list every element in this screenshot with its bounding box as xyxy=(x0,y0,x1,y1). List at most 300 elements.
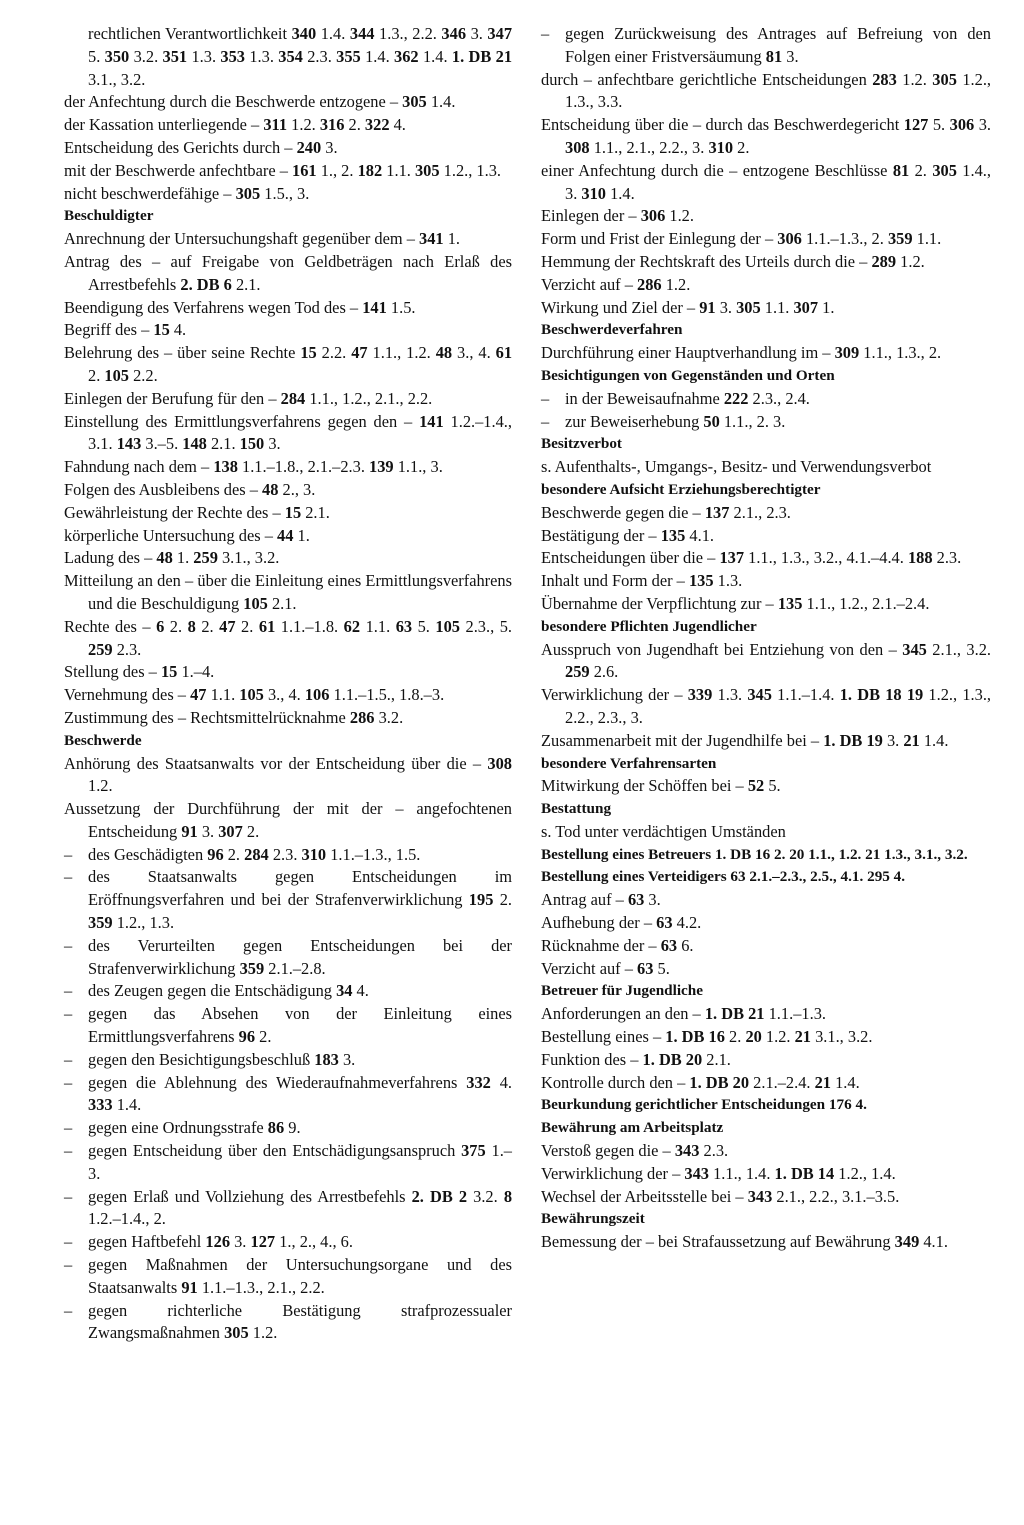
entry-text: 3. xyxy=(715,297,737,317)
dash-marker: – xyxy=(64,1004,73,1024)
entry-text: 2.6. xyxy=(589,662,619,682)
entry-text: 1.3. xyxy=(244,46,279,66)
entry-text: 3. xyxy=(197,821,219,841)
index-heading xyxy=(541,980,991,1003)
page-ref: 52 xyxy=(747,776,765,796)
entry-text: 1.1., 1.2., 2.1., 2.2. xyxy=(305,388,433,408)
page-ref: 91 xyxy=(181,821,198,841)
page-ref: 307 xyxy=(218,821,243,841)
entry-text: 2.2. xyxy=(316,343,352,363)
entry-text: 3. xyxy=(321,137,338,157)
index-entry xyxy=(541,23,991,69)
page-ref: 47 xyxy=(351,343,368,363)
page-ref: 44 xyxy=(277,525,294,545)
index-entry xyxy=(541,821,991,844)
page-ref: 15 xyxy=(160,662,178,682)
entry-text: Belehrung des – über seine Rechte xyxy=(64,343,301,363)
page-ref: besondere Pflichten Jugendlicher xyxy=(541,617,757,635)
entry-text: 2.3. xyxy=(932,548,962,568)
index-entry xyxy=(541,1049,991,1072)
index-entry xyxy=(64,684,512,707)
entry-text: mit der Beschwerde anfechtbare – xyxy=(64,160,292,180)
page-ref: 63 xyxy=(656,913,673,933)
page-ref: 183 xyxy=(314,1049,339,1069)
entry-text: 1.1., 1.2. xyxy=(367,343,436,363)
index-entry xyxy=(541,1072,991,1095)
index-entry xyxy=(64,1072,512,1118)
entry-text: 1.1.–1.8., 2.1.–2.3. xyxy=(237,457,370,477)
page-ref: 81 xyxy=(765,46,783,66)
page-ref: 8 xyxy=(503,1186,513,1206)
page-ref: 21 xyxy=(903,730,920,750)
entry-text: 3. xyxy=(230,1232,251,1252)
page-ref: 137 xyxy=(704,502,730,522)
index-entry xyxy=(64,1254,512,1300)
page-ref: 176 xyxy=(828,1096,852,1114)
entry-text: 1. xyxy=(818,297,835,317)
entry-text: 1.2. xyxy=(896,69,933,89)
index-entry xyxy=(541,502,991,525)
entry-text: Wirkung und Ziel der – xyxy=(541,297,700,317)
page-ref: Betreuer für Jugendliche xyxy=(541,982,703,1000)
entry-text: 3. xyxy=(782,46,799,66)
entry-text: 2. xyxy=(164,616,188,636)
entry-text: 1.2. xyxy=(761,1027,795,1047)
entry-text: 3. xyxy=(338,1049,356,1069)
page-ref: Beschwerde xyxy=(64,731,142,749)
entry-text: 2.3., 5. xyxy=(460,616,513,636)
entry-text: 4.2. xyxy=(672,913,702,933)
page-ref: 307 xyxy=(793,297,819,317)
index-heading xyxy=(541,753,991,776)
entry-text: gegen das Absehen von der Einleitung eines Ermittlungsverfahrens xyxy=(88,1004,512,1047)
index-heading xyxy=(541,1208,991,1231)
entry-text: 1.4. xyxy=(316,24,350,43)
page-ref: 61 xyxy=(258,616,276,636)
page-ref: 81 xyxy=(892,160,910,180)
page-ref: 126 xyxy=(205,1232,231,1252)
entry-text: 2.1. xyxy=(206,434,240,454)
index-heading xyxy=(541,866,991,889)
entry-text: 4.1. xyxy=(919,1232,948,1252)
page-ref: 61 xyxy=(495,343,513,363)
page-ref: 295 xyxy=(867,868,890,886)
entry-text: 2. xyxy=(909,160,933,180)
page-ref: 351 xyxy=(162,46,188,66)
dash-marker: – xyxy=(64,844,73,864)
page-ref: Besichtigungen von Gegenständen und Orten xyxy=(541,366,835,384)
entry-text: 1.1., 1.3., 3.2., 4.1.–4.4. xyxy=(744,548,908,568)
index-entry xyxy=(541,525,991,548)
entry-text: 5. xyxy=(412,616,436,636)
index-entry xyxy=(64,319,512,342)
index-entry xyxy=(64,1140,512,1186)
entry-text: 3.2. xyxy=(129,46,163,66)
entry-text: 1.–4. xyxy=(177,662,215,682)
entry-text: 5. xyxy=(653,958,670,978)
index-entry xyxy=(64,707,512,730)
page-ref: 48 xyxy=(156,548,173,568)
index-heading xyxy=(541,365,991,388)
dash-marker: – xyxy=(64,1141,73,1161)
page-ref: 305 xyxy=(736,297,761,317)
entry-text: 1. xyxy=(293,525,310,545)
index-entry xyxy=(541,388,991,411)
entry-text: 1.1.–1.3., 2.1., 2.2. xyxy=(197,1277,325,1297)
entry-text: 1.1., 1.3., 2. xyxy=(859,343,942,363)
entry-text: Hemmung der Rechtskraft des Urteils durch die – xyxy=(541,251,872,271)
entry-text: Beendigung des Verfahrens wegen Tod des – xyxy=(64,297,363,317)
entry-text: 2.1., 2.2., 3.1.–3.5. xyxy=(772,1186,900,1206)
page-ref: 316 xyxy=(319,115,345,135)
page-ref: Bestattung xyxy=(541,800,612,818)
page-ref: 137 xyxy=(719,548,745,568)
page-ref: 347 xyxy=(487,24,513,43)
entry-text: 1.1., 1.2., 2.1.–2.4. xyxy=(802,593,930,613)
page-ref: 1. DB 21 xyxy=(451,46,513,66)
index-entry xyxy=(541,1140,991,1163)
entry-text: 1., 2., 4., 6. xyxy=(275,1232,353,1252)
page-ref: Besitzverbot xyxy=(541,435,622,453)
entry-text: 2.1. xyxy=(231,274,261,294)
entry-text: Verwirklichung der – xyxy=(541,1163,685,1183)
entry-text: 1.2. xyxy=(665,206,694,226)
page-ref: 310 xyxy=(301,844,327,864)
entry-text: Vernehmung des – xyxy=(64,685,191,705)
entry-text: Wechsel der Arbeitsstelle bei – xyxy=(541,1186,748,1206)
page-ref: 345 xyxy=(747,685,772,705)
page-ref: 127 xyxy=(903,115,929,135)
page-ref: 105 xyxy=(435,616,460,636)
entry-text: Kontrolle durch den – xyxy=(541,1072,690,1092)
entry-text: 1.4. xyxy=(418,46,452,66)
entry-text: 4.1. xyxy=(685,525,715,545)
page-ref: 310 xyxy=(708,137,734,157)
page-ref: 350 xyxy=(104,46,130,66)
entry-text: 1.3. xyxy=(712,685,748,705)
page-ref: 63 xyxy=(660,935,678,955)
page-ref: 2. DB 2 xyxy=(411,1186,468,1206)
index-entry xyxy=(541,411,991,434)
index-heading xyxy=(64,730,512,753)
entry-text: Aufhebung der – xyxy=(541,913,657,933)
page-ref: 309 xyxy=(834,343,860,363)
page-ref: 96 xyxy=(207,844,224,864)
dash-marker: – xyxy=(64,1186,73,1206)
dash-marker: – xyxy=(64,1255,73,1275)
page-ref: 343 xyxy=(674,1141,700,1161)
page-ref: 310 xyxy=(581,183,606,203)
page-ref: Bewährungszeit xyxy=(541,1210,645,1228)
entry-text: 5. xyxy=(88,46,105,66)
entry-text: Entscheidungen über die – xyxy=(541,548,720,568)
page-ref: 322 xyxy=(364,115,390,135)
entry-text: des Verurteilten gegen Entscheidungen bei der Strafenverwirklichung xyxy=(88,935,512,978)
entry-text: 1.2. xyxy=(248,1323,278,1343)
entry-text: Verwirklichung der – xyxy=(541,685,688,705)
page-ref: 1. DB 16 xyxy=(665,1027,725,1047)
index-heading xyxy=(541,616,991,639)
entry-text: 1.3., 2.2. xyxy=(374,24,442,43)
entry-text: Begriff des – xyxy=(64,320,154,340)
page-ref: 62 xyxy=(343,616,361,636)
entry-text: 2.1. xyxy=(702,1049,731,1069)
entry-text: Ausspruch von Jugendhaft bei Entziehung von den – xyxy=(541,639,903,659)
page-ref: 141 xyxy=(419,411,444,431)
entry-text: 2. xyxy=(493,890,512,910)
index-entry xyxy=(541,547,991,570)
page-ref: 341 xyxy=(419,229,444,249)
entry-text: der Kassation unterliegende – xyxy=(64,115,264,135)
page-ref: 143 xyxy=(116,434,142,454)
entry-text: rechtlichen Verantwortlichkeit xyxy=(88,24,292,43)
index-entry xyxy=(64,479,512,502)
page-ref: 345 xyxy=(902,639,927,659)
index-entry xyxy=(64,753,512,799)
index-entry xyxy=(64,1049,512,1072)
page-ref: 21 xyxy=(865,845,881,863)
page-ref: 359 xyxy=(239,958,265,978)
entry-text: 2.1. xyxy=(267,593,297,613)
entry-text: Stellung des – xyxy=(64,662,161,682)
page-ref: 1. DB 21 xyxy=(704,1004,765,1024)
entry-text: körperliche Untersuchung des – xyxy=(64,525,278,545)
entry-text: durch – anfechtbare gerichtliche Entscheidungen xyxy=(541,69,873,89)
entry-text: Inhalt und Form der – xyxy=(541,571,689,591)
index-entry xyxy=(541,958,991,981)
page-ref: 343 xyxy=(684,1163,709,1183)
entry-text: 1.5. xyxy=(386,297,416,317)
index-entry xyxy=(64,137,512,160)
page-ref: 6 xyxy=(156,616,165,636)
index-heading xyxy=(541,844,991,867)
entry-text: s. Tod unter verdächtigen Umständen xyxy=(541,821,786,841)
index-entry xyxy=(541,456,991,479)
page-ref: 8 xyxy=(187,616,196,636)
page-ref: Bewährung am Arbeitsplatz xyxy=(541,1119,724,1137)
entry-text: gegen Haftbefehl xyxy=(88,1232,206,1252)
entry-text: Übernahme der Verpflichtung zur – xyxy=(541,593,778,613)
index-entry xyxy=(64,866,512,934)
entry-text: Beschwerde gegen die – xyxy=(541,502,705,522)
entry-text: Zustimmung des – Rechtsmittelrücknahme xyxy=(64,707,350,727)
page-ref: 355 xyxy=(336,46,361,66)
entry-text: 2.1. xyxy=(301,502,330,522)
index-entry xyxy=(541,274,991,297)
page-ref: 305 xyxy=(414,160,440,180)
page-ref: 2. DB 6 xyxy=(180,274,232,294)
entry-text: 3.1., 3.2. xyxy=(88,69,146,89)
page-ref: 161 xyxy=(292,160,317,180)
entry-text: 3.2. xyxy=(467,1186,504,1206)
entry-text: 1.1.–1.8. xyxy=(275,616,344,636)
entry-text: 4. xyxy=(169,320,187,340)
entry-text: 2. xyxy=(88,365,105,385)
entry-text: 1.4. xyxy=(112,1095,142,1115)
page-ref: 311 xyxy=(263,115,288,135)
entry-text: 4. xyxy=(352,981,369,1001)
page-ref: 333 xyxy=(88,1095,113,1115)
entry-text: gegen Maßnahmen der Untersuchungsorgane und des Staatsanwalts xyxy=(88,1255,512,1297)
entry-text: 2.1., 2.3. xyxy=(729,502,791,522)
dash-marker: – xyxy=(64,1072,73,1092)
entry-text: 5. xyxy=(764,776,781,796)
entry-text: Funktion des – xyxy=(541,1049,643,1069)
index-entry xyxy=(541,935,991,958)
entry-text: 3.1., 3.2. xyxy=(217,548,280,568)
page-ref: 96 xyxy=(238,1027,256,1047)
index-entry xyxy=(64,388,512,411)
page-ref: 344 xyxy=(349,24,375,43)
entry-text: Einlegen der – xyxy=(541,206,641,226)
index-entry xyxy=(541,1186,991,1209)
dash-marker: – xyxy=(64,1232,73,1252)
entry-text: 3., 4. xyxy=(452,343,496,363)
page-ref: 353 xyxy=(220,46,245,66)
page-ref: 15 xyxy=(153,320,170,340)
entry-text: Anhörung des Staatsanwalts vor der Entscheidung über die – xyxy=(64,753,488,773)
entry-text: zur Beweiserhebung xyxy=(565,411,704,431)
page-ref: besondere Verfahrensarten xyxy=(541,754,717,772)
index-entry xyxy=(64,183,512,206)
entry-text: 1.2. xyxy=(88,776,113,796)
entry-text: Rechte des – xyxy=(64,616,157,636)
entry-text: 2. xyxy=(724,1027,746,1047)
page-ref: 240 xyxy=(296,137,322,157)
entry-text: 2. xyxy=(255,1027,272,1047)
entry-text: 1.1.–1.3. xyxy=(764,1004,826,1024)
entry-text: 3.1., 3.2. xyxy=(811,1027,873,1047)
entry-text: 1.4. xyxy=(360,46,395,66)
page-ref: 349 xyxy=(894,1232,920,1252)
index-entry xyxy=(64,251,512,297)
entry-text: 1.3. xyxy=(187,46,221,66)
page-ref: 63 xyxy=(730,868,746,886)
page-ref: 1. DB 18 19 xyxy=(839,685,924,705)
index-entry xyxy=(64,616,512,662)
entry-text: der Anfechtung durch die Beschwerde entzogene – xyxy=(64,92,403,112)
dash-marker: – xyxy=(64,1118,73,1138)
index-column-right xyxy=(541,23,991,1254)
page-ref: 148 xyxy=(182,434,207,454)
entry-text: 1., 2. xyxy=(316,160,358,180)
entry-text: Ladung des – xyxy=(64,548,157,568)
page-ref: 259 xyxy=(88,639,113,659)
page-ref: Beschwerdeverfahren xyxy=(541,321,683,339)
entry-text: 2. xyxy=(235,616,259,636)
page-ref: 359 xyxy=(887,229,913,249)
page-ref: 346 xyxy=(441,24,467,43)
entry-text: 1.–3. xyxy=(88,1141,512,1183)
index-entry xyxy=(64,1231,512,1254)
entry-text: 2.1., 3.2. xyxy=(926,639,991,659)
index-entry xyxy=(541,593,991,616)
entry-text: 1.1. xyxy=(360,616,396,636)
entry-text: Einstellung des Ermittlungsverfahrens gegen den – xyxy=(64,411,420,431)
page-ref: besondere Aufsicht Erziehungsberechtigter xyxy=(541,480,821,498)
page-ref: 340 xyxy=(291,24,317,43)
entry-text: 2.3. xyxy=(699,1141,729,1161)
entry-text: 2.2. xyxy=(128,365,158,385)
index-entry xyxy=(64,935,512,981)
entry-text: Mitwirkung der Schöffen bei – xyxy=(541,776,748,796)
entry-text: 3. xyxy=(974,115,991,135)
page-ref: 308 xyxy=(487,753,512,773)
page-ref: 135 xyxy=(688,571,714,591)
index-column-left xyxy=(64,23,512,1345)
entry-text: 2.1.–2.8. xyxy=(264,958,326,978)
index-entry xyxy=(64,1117,512,1140)
index-heading xyxy=(541,798,991,821)
index-entry xyxy=(64,525,512,548)
entry-text: 4. xyxy=(851,1096,867,1114)
entry-text: Bestätigung der – xyxy=(541,525,661,545)
entry-text: Antrag des – auf Freigabe von Geldbeträgen nach Erlaß des Arrestbefehls xyxy=(64,251,512,294)
page-ref: 354 xyxy=(278,46,303,66)
index-heading xyxy=(541,1117,991,1140)
entry-text: 1.1.–1.3., 1.5. xyxy=(326,844,421,864)
index-entry xyxy=(64,456,512,479)
index-entry xyxy=(541,775,991,798)
entry-text: 1.4. xyxy=(426,92,456,112)
page-ref: 63 xyxy=(637,958,654,978)
page-ref: 359 xyxy=(88,913,113,933)
page-ref: 63 xyxy=(395,616,413,636)
page-ref: 305 xyxy=(932,69,957,89)
entry-text: gegen die Ablehnung des Wiederaufnahmeverfahrens xyxy=(88,1072,467,1092)
page-ref: 50 xyxy=(703,411,720,431)
page-ref: 21 xyxy=(814,1072,831,1092)
entry-text: nicht beschwerdefähige – xyxy=(64,183,236,203)
entry-text: Fahndung nach dem – xyxy=(64,457,214,477)
page-ref: 15 xyxy=(284,502,302,522)
entry-text: 6. xyxy=(677,935,694,955)
index-entry xyxy=(64,661,512,684)
page-ref: 105 xyxy=(239,685,264,705)
page-ref: 86 xyxy=(267,1118,285,1138)
entry-text: 1.1. xyxy=(912,229,942,249)
index-entry xyxy=(541,889,991,912)
entry-text: 1.2., 1.3., 3.3. xyxy=(565,69,992,112)
entry-text: 2.3. xyxy=(268,844,302,864)
page-ref: 20 xyxy=(789,845,805,863)
index-entry xyxy=(64,798,512,844)
entry-text: 2., 3. xyxy=(278,479,316,499)
page-ref: 284 xyxy=(280,388,306,408)
index-entry xyxy=(541,1003,991,1026)
page-ref: 150 xyxy=(239,434,265,454)
entry-text: 1.4., 3. xyxy=(565,160,991,203)
page-ref: 135 xyxy=(660,525,686,545)
page-ref: 305 xyxy=(224,1323,249,1343)
page-ref: 1. DB 20 xyxy=(689,1072,750,1092)
index-entry xyxy=(64,411,512,457)
entry-text: 4. xyxy=(389,115,406,135)
page-ref: 15 xyxy=(300,343,317,363)
entry-text: 1.3. xyxy=(713,571,743,591)
index-entry xyxy=(64,1186,512,1232)
page-ref: Beschuldigter xyxy=(64,207,154,225)
index-entry xyxy=(64,1300,512,1346)
index-entry xyxy=(64,228,512,251)
entry-text: 3. xyxy=(644,890,661,910)
entry-text: s. Aufenthalts-, Umgangs-, Besitz- und Verwendungsverbot xyxy=(541,457,932,477)
dash-marker: – xyxy=(541,24,550,43)
entry-text: 3.2. xyxy=(374,707,404,727)
entry-text: 1.4. xyxy=(831,1072,860,1092)
index-entry xyxy=(541,342,991,365)
index-entry xyxy=(64,502,512,525)
